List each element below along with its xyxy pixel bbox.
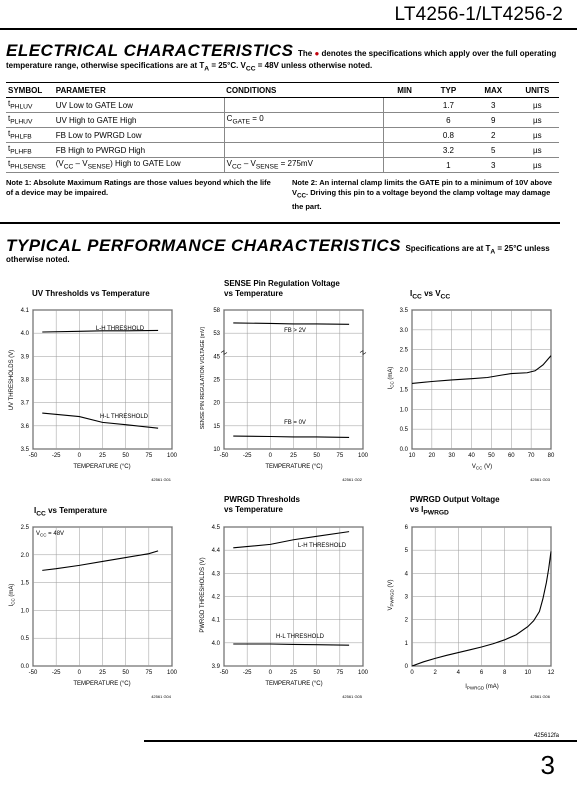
y-tick-label: 1.0 [20,608,29,615]
note-2: Note 2: An internal clamp limits the GATE pin to a minimum of 10V above $V_{CC}$. Driving this pin to a voltage beyond the clamp voltage may damage the part. [292,178,553,211]
x-tick-label: 75 [336,453,344,459]
y-tick-label: 3.8 [20,377,29,384]
y-tick-label: 15 [213,423,220,430]
y-tick-label: 1.5 [399,387,408,394]
y-tick-label: 3.0 [399,327,408,334]
x-tick-label: 2 [433,670,437,676]
y-tick-label: 5 [404,548,408,555]
x-tick-label: -25 [51,453,61,459]
x-tick-label: 100 [166,453,178,459]
col-typ: TYP [426,83,471,98]
table-header-row [6,83,559,98]
x-tick-label: 12 [547,670,555,676]
x-tick-label: -25 [51,670,61,676]
y-tick-label: 4.2 [211,594,220,601]
chart1-ylabel: UV THRESHOLDS (V) [9,349,15,411]
chart5-ylabel: PWRGD THRESHOLDS (V) [200,557,206,633]
y-tick-label: 20 [213,400,220,407]
x-tick-label: 0 [77,670,82,676]
chart1-label-lh: L-H THRESHOLD [95,326,145,332]
x-tick-label: 70 [527,453,535,459]
chart2-label-fb-high: FB > 2V [284,328,306,334]
chart5-label-hl: H-L THRESHOLD [275,634,325,640]
y-tick-label: 3.5 [20,447,29,453]
y-tick-label: 1.5 [20,580,29,587]
y-tick-label: 4 [404,571,408,578]
chart6-xlabel: $I_{PWRGD}$ (mA) [465,684,499,691]
x-tick-label: -50 [28,670,38,676]
y-tick-label: 3.5 [399,308,408,314]
bullet-icon: ● [314,49,320,58]
chart4-ylabel: $I_{CC}$ (mA) [9,583,16,607]
x-tick-label: 75 [145,453,153,459]
chart3-icc-vs-vcc [380,300,577,490]
table-row: $t_{PLHFB}$ FB High to PWRGD High 3.2 5 µs [6,143,559,158]
typical-subtitle: Specifications are at $T_A = 25^\circ C$ unless [405,244,550,256]
chart4-label-vcc: $V_{CC} = 48V$ [36,531,65,538]
y-tick-label: 3.9 [211,664,220,670]
x-tick-label: 0 [77,453,82,459]
x-tick-label: 6 [479,670,484,676]
chart6-title: PWRGD Output Voltage vs $I_{PWRGD}$ [410,495,500,517]
x-tick-label: 80 [547,453,555,459]
electrical-table [6,82,559,173]
typical-subtitle-line2: otherwise noted. [6,255,70,264]
chart6-fig-id: 42561 G06 [530,694,550,699]
chart1-uv-thresholds [0,300,185,490]
y-tick-label: 25 [213,377,220,384]
x-tick-label: 20 [428,453,436,459]
y-tick-label: 4.3 [211,571,220,578]
y-tick-label: 2.0 [20,552,29,559]
x-tick-label: 50 [122,670,130,676]
y-tick-label: 0 [404,664,408,670]
section-rule [0,222,560,224]
chart2-ylabel: SENSE PIN REGULATION VOLTAGE (mV) [200,326,206,430]
chart1-xlabel: TEMPERATURE (°C) [73,464,131,470]
chart4-series [42,551,158,570]
y-tick-label: 0.0 [20,664,29,670]
electrical-title: ELECTRICAL CHARACTERISTICS [6,41,294,60]
col-min: MIN [383,83,426,98]
y-tick-label: 2.5 [20,525,29,531]
x-tick-label: 100 [357,670,369,676]
y-tick-label: 53 [213,331,220,338]
x-tick-label: 30 [448,453,456,459]
x-tick-label: 4 [456,670,461,676]
y-tick-label: 4.0 [20,331,29,338]
x-tick-label: 0 [268,670,273,676]
table-row: $t_{PHLSENSE}$ $(V_{CC} - V_{SENSE})$ High to GATE Low $V_{CC} - V_{SENSE} = 275mV$ 1 3 µs [6,158,559,173]
y-tick-label: 3 [404,594,408,601]
col-max: MAX [471,83,516,98]
x-tick-label: 10 [408,453,416,459]
series-line-1 [233,323,349,324]
chart4-ticks [21,525,178,676]
series-line-1 [42,551,158,570]
y-tick-label: 0.5 [20,636,29,643]
x-tick-label: 10 [524,670,532,676]
page-header-title: LT4256-1/LT4256-2 [394,4,563,25]
y-tick-label: 4.1 [211,617,220,624]
electrical-intro: The ● denotes the specifications which apply over the full operating [297,49,557,58]
x-tick-label: 75 [336,670,344,676]
x-tick-label: -50 [28,453,38,459]
y-tick-label: 2.0 [399,367,408,374]
x-tick-label: -25 [242,670,252,676]
typical-header [6,236,571,256]
x-tick-label: 25 [290,453,297,459]
x-tick-label: 25 [99,670,106,676]
chart4-grid [33,527,172,666]
y-tick-label: 1.0 [399,407,408,414]
series-line-2 [233,644,349,645]
x-tick-label: 100 [357,453,369,459]
x-tick-label: 100 [166,670,178,676]
x-tick-label: -50 [219,453,229,459]
x-tick-label: 50 [313,453,321,459]
chart2-label-fb-low: FB = 0V [284,420,306,426]
axis-break-icon [221,351,227,355]
y-tick-label: 45 [213,354,220,361]
y-tick-label: 4.1 [20,308,29,314]
plot-frame [412,310,551,449]
y-tick-label: 4.0 [211,640,220,647]
typical-title: TYPICAL PERFORMANCE CHARACTERISTICS [6,236,401,255]
series-line-2 [233,436,349,437]
chart3-ticks [400,308,555,459]
y-tick-label: 0.0 [399,447,408,453]
document-code: 425612fa [533,733,559,739]
header-rule [0,28,577,30]
page-number: 3 [540,750,555,780]
y-tick-label: 3.7 [20,400,29,407]
chart6-ticks [405,525,555,676]
x-tick-label: 50 [488,453,495,459]
x-tick-label: 50 [122,453,130,459]
y-tick-label: 3.6 [20,423,29,430]
x-tick-label: -50 [219,670,229,676]
chart2-fig-id: 42561 G02 [342,477,362,482]
y-tick-label: 4.5 [211,525,220,531]
table-row: $t_{PHLFB}$ FB Low to PWRGD Low 0.8 2 µs [6,128,559,143]
col-parameter: PARAMETER [54,83,224,98]
footer-rule [144,740,577,742]
chart5-pwrgd-thresholds [190,517,380,707]
x-tick-label: 0 [410,670,414,676]
chart1-fig-id: 42561 G01 [151,477,171,482]
chart3-xlabel: $V_{CC}$ (V) [471,464,493,471]
chart6-ylabel: $V_{PWRGD}$ (V) [388,579,395,611]
x-tick-label: -25 [242,453,252,459]
col-units: UNITS [516,83,559,98]
y-tick-label: 0.5 [399,427,408,434]
y-tick-label: 2 [404,617,408,624]
chart2-title: SENSE Pin Regulation Voltage vs Temperature [224,279,340,298]
x-tick-label: 75 [145,670,153,676]
y-tick-label: 3.9 [20,354,29,361]
axis-break-icon [360,351,366,355]
chart1-label-hl: H-L THRESHOLD [99,414,149,420]
y-tick-label: 4.4 [211,548,220,555]
note-1: Note 1: Absolute Maximum Ratings are those values beyond which the life of a device may be impaired. [6,178,271,197]
col-symbol: SYMBOL [6,83,54,98]
chart5-title: PWRGD Thresholds vs Temperature [224,495,301,514]
electrical-intro-line2: temperature range, otherwise specifications are at $T_A = 25^\circ C$. $V_{CC} = 48V$ unless otherwise noted. [6,61,373,73]
chart3-grid [412,310,551,449]
table-row: $t_{PHLUV}$ UV Low to GATE Low 1.7 3 µs [6,98,559,113]
table-row: $t_{PLHUV}$ UV High to GATE High $C_{GATE} = 0$ 6 9 µs [6,113,559,128]
y-tick-label: 2.5 [399,347,408,354]
x-tick-label: 8 [502,670,507,676]
chart5-xlabel: TEMPERATURE (°C) [265,681,323,687]
x-tick-label: 0 [268,453,273,459]
chart6-pwrgd-output [380,517,577,707]
chart4-xlabel: TEMPERATURE (°C) [73,681,131,687]
chart3-fig-id: 42561 G03 [530,477,550,482]
y-tick-label: 58 [213,308,220,314]
x-tick-label: 40 [468,453,475,459]
chart5-label-lh: L-H THRESHOLD [297,543,347,549]
chart2-sense-regulation [190,300,380,490]
y-tick-label: 1 [404,640,408,647]
electrical-header [6,41,566,61]
chart4-icc-vs-temp [0,517,185,707]
chart1-title: UV Thresholds vs Temperature [32,289,150,298]
y-tick-label: 10 [213,447,220,453]
chart3-ylabel: $I_{CC}$ (mA) [388,366,395,390]
chart4-fig-id: 42561 G04 [151,694,171,699]
x-tick-label: 25 [99,453,106,459]
x-tick-label: 25 [290,670,297,676]
y-tick-label: 6 [404,525,408,531]
chart2-xlabel: TEMPERATURE (°C) [265,464,323,470]
chart6-grid [412,527,551,666]
chart3-title: $I_{CC}$ vs $V_{CC}$ [410,289,451,301]
chart4-title: $I_{CC}$ vs Temperature [34,506,108,518]
col-conditions: CONDITIONS [224,83,383,98]
x-tick-label: 50 [313,670,321,676]
x-tick-label: 60 [507,453,515,459]
chart5-fig-id: 42561 G05 [342,694,362,699]
